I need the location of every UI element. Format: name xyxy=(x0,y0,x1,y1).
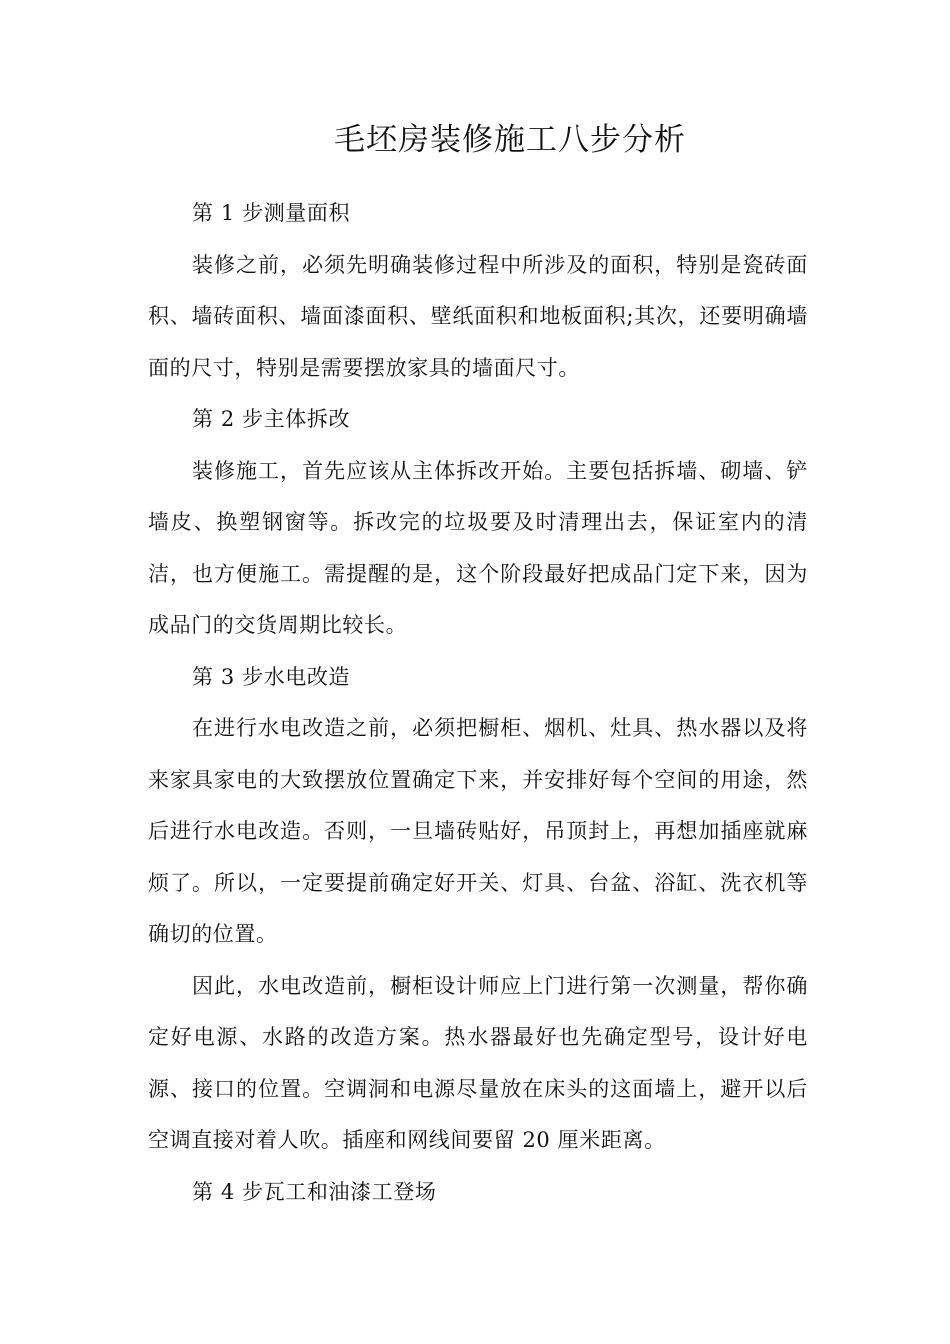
step-1-paragraph: 装修之前，必须先明确装修过程中所涉及的面积，特别是瓷砖面积、墙砖面积、墙面漆面积、壁纸面积和地板面积;其次，还要明确墙面的尺寸，特别是需要摆放家具的墙面尺寸。 xyxy=(148,252,808,380)
step-1-heading: 第 1 步测量面积 xyxy=(192,201,351,225)
step-3-paragraph-2: 因此，水电改造前，橱柜设计师应上门进行第一次测量，帮你确定好电源、水路的改造方案。热水器最好也先确定型号，设计好电源、接口的位置。空调洞和电源尽量放在床头的这面墙上，避开以后空调直接对着人吹。插座和网线间要留 20 厘米距离。 xyxy=(148,973,808,1152)
step-2-paragraph: 装修施工，首先应该从主体拆改开始。主要包括拆墙、砌墙、铲墙皮、换塑钢窗等。拆改完的垃圾要及时清理出去，保证室内的清洁，也方便施工。需提醒的是，这个阶段最好把成品门定下来，因为成品门的交货周期比较长。 xyxy=(148,458,808,637)
step-4-heading: 第 4 步瓦工和油漆工登场 xyxy=(192,1179,437,1204)
document-title: 毛坯房装修施工八步分析 xyxy=(334,122,686,158)
step-2-heading: 第 2 步主体拆改 xyxy=(192,407,351,431)
step-3-heading: 第 3 步水电改造 xyxy=(192,664,351,689)
document-body xyxy=(148,188,808,1218)
step-3-paragraph-1: 在进行水电改造之前，必须把橱柜、烟机、灶具、热水器以及将来家具家电的大致摆放位置确定下来，并安排好每个空间的用途，然后进行水电改造。否则，一旦墙砖贴好，吊顶封上，再想加插座就麻烦了。所以，一定要提前确定好开关、灯具、台盆、浴缸、洗衣机等确切的位置。 xyxy=(148,716,808,946)
